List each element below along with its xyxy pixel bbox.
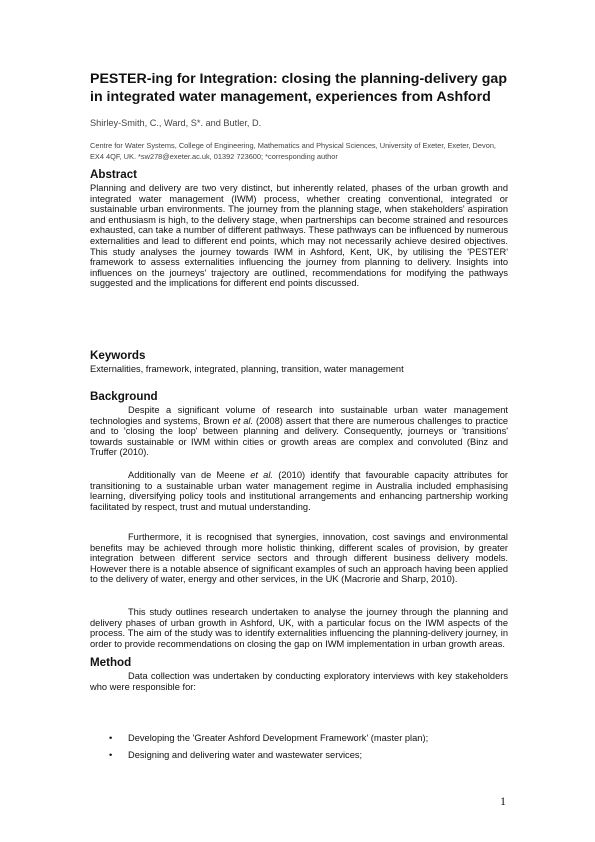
list-item bbox=[90, 747, 508, 764]
background-p1-text-b: (2008) assert that there are numerous challenges to practice and to 'closing the loop' between planning and delivery. Consequently, journeys or 'transitions' towards sustainable or IWM within cities or growth areas are complex and convoluted (Binz and Truffer (2010). bbox=[90, 415, 509, 458]
background-paragraph-1 bbox=[90, 405, 508, 458]
author-list: Shirley-Smith, C., Ward, S*. and Butler, D. bbox=[90, 118, 262, 128]
background-paragraph-4: This study outlines research undertaken to analyse the journey through the planning and delivery phases of urban growth in Ashford, UK, with a particular focus on the IWM aspects of the process. The aim of the study was to identify externalities influencing the planning-delivery journey, in order to provide recommendations on closing the gap on IWM implementation in urban growth areas. bbox=[90, 607, 508, 649]
keywords-text: Externalities, framework, integrated, planning, transition, water management bbox=[90, 364, 404, 374]
background-p1-etal: et al. bbox=[232, 415, 254, 426]
background-heading: Background bbox=[90, 390, 158, 403]
background-p2-text-b: (2010) identify that favourable capacity attributes for transitioning to a sustainable urban water management regime in Australia included emphasising learning, diversifying policy tools and institutional arrangements and enhancing partnership working facilitated by respect, trust and mutual understanding. bbox=[90, 470, 509, 512]
method-heading: Method bbox=[90, 656, 132, 669]
background-p2-etal: et al. bbox=[250, 470, 273, 480]
affiliation: Centre for Water Systems, College of Engineering, Mathematics and Physical Sciences, University of Exeter, Exeter, Devon, EX4 4QF, UK. *sw278@exeter.ac.uk, 01392 723600; *corresponding author bbox=[90, 141, 496, 161]
list-item-text: Designing and delivering water and wastewater services; bbox=[128, 750, 363, 760]
bullet-icon: • bbox=[109, 750, 113, 760]
keywords-heading: Keywords bbox=[90, 349, 146, 362]
list-item-text: Developing the 'Greater Ashford Development Framework' (master plan); bbox=[128, 733, 429, 743]
abstract-heading: Abstract bbox=[90, 168, 138, 181]
list-item bbox=[90, 730, 508, 747]
bullet-icon: • bbox=[109, 733, 113, 743]
page-number: 1 bbox=[500, 794, 506, 808]
background-paragraph-3: Furthermore, it is recognised that synergies, innovation, cost savings and environmental benefits may be achieved through more holistic thinking, different scales of provision, by greater integration between different service sectors and through different business delivery models. However there is a notable absence of significant examples of such an approach having been applied to the delivery of water, energy and other services, in the UK (Macrorie and Sharp, 2010). bbox=[90, 532, 508, 585]
paper-title: PESTER-ing for Integration: closing the planning-delivery gap in integrated water management, experiences from Ashford bbox=[90, 71, 507, 105]
abstract-text: Planning and delivery are two very distinct, but inherently related, phases of the urban growth and integrated water management (IWM) process, whether creating conventional, integrated or sustainable urban environments. The journey from the planning stage, when stakeholders' aspiration and enthusiasm is high, to the delivery stage, when partnerships can become strained and resources exhausted, can take a number of different pathways. These pathways can be influenced by numerous externalities and lead to different end points, which may not necessarily achieve desired objectives. This study analyses the journey towards IWM in Ashford, Kent, UK, by utilising the 'PESTER' framework to assess externalities influencing the journey from planning to delivery. Insights into influences on the journeys' trajectory are outlined, recommendations for modifying the pathways suggested and the implications for different end points discussed. bbox=[90, 183, 508, 289]
background-p2-text-a: Additionally van de Meene bbox=[128, 470, 251, 480]
background-paragraph-2 bbox=[90, 470, 508, 512]
method-paragraph-1: Data collection was undertaken by conducting exploratory interviews with key stakeholders who were responsible for: bbox=[90, 671, 508, 692]
method-bullet-list bbox=[90, 730, 508, 764]
background-p1-text-a: Despite a significant volume of research into sustainable urban water management technologies and systems, Brown bbox=[90, 405, 508, 426]
